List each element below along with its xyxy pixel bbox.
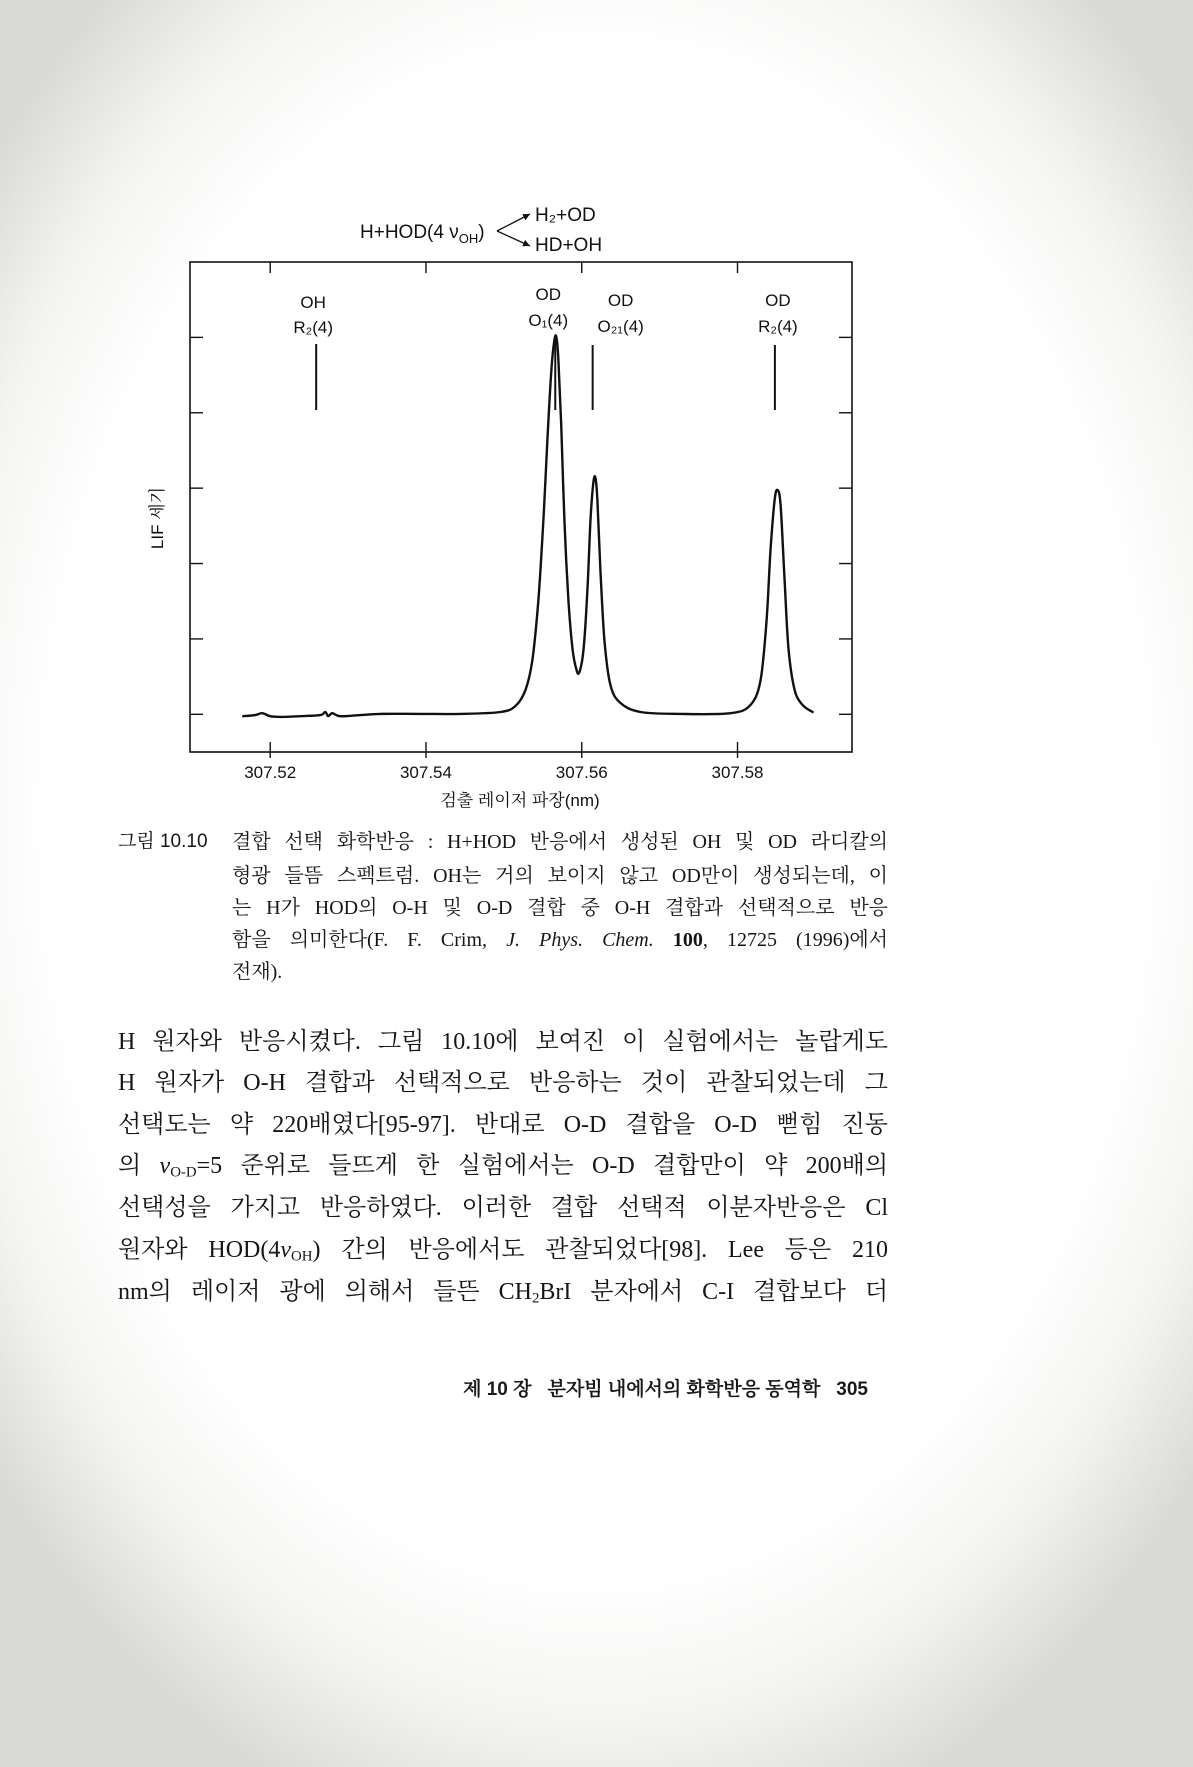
body-line-3: 선택도는 약 220배였다[95-97]. 반대로 O-D 결합을 O-D 뻗힘 진동 bbox=[118, 1112, 888, 1138]
reaction-scheme bbox=[360, 205, 602, 256]
product-2-label: HD+OH bbox=[535, 235, 603, 256]
figure bbox=[0, 0, 1193, 830]
x-tick-label: 307.58 bbox=[711, 763, 764, 782]
y-axis-label: LIF 세기 bbox=[148, 486, 167, 550]
chapter-number: 제 10 장 bbox=[463, 1379, 532, 1400]
chapter-title: 분자빔 내에서의 화학반응 동역학 bbox=[547, 1379, 821, 1400]
caption-line-3: 는 H가 HOD의 O-H 및 O-D 결합 중 O-H 결합과 선택적으로 반응 bbox=[232, 897, 888, 919]
annotation-species-label: OD bbox=[765, 291, 791, 310]
body-line-1: H 원자와 반응시켰다. 그림 10.10에 보여진 이 실험에서는 놀랍게도 bbox=[118, 1029, 888, 1055]
reactant-label bbox=[360, 222, 485, 246]
reactant-close: ) bbox=[478, 222, 485, 243]
annotation-transition-label: R₂(4) bbox=[758, 317, 798, 336]
body-text: =5 준위로 들뜨게 한 실험에서는 O-D 결합만이 약 200배의 bbox=[196, 1153, 889, 1179]
caption-text: , 12725 (1996)에서 bbox=[702, 929, 888, 951]
body-text: BrI 분자에서 C-I 결합보다 더 bbox=[539, 1279, 889, 1305]
page-footer bbox=[463, 1377, 868, 1403]
annotation-transition-label: O₂₁(4) bbox=[597, 317, 644, 336]
journal-name: J. Phys. Chem. bbox=[506, 929, 654, 951]
body-text: 원자와 HOD(4 bbox=[118, 1237, 281, 1263]
caption-text: 함을 의미한다(F. F. Crim, bbox=[232, 929, 507, 951]
vibrational-quantum-number: v bbox=[159, 1153, 171, 1179]
x-tick-label: 307.54 bbox=[399, 763, 452, 782]
annotation-species-label: OD bbox=[535, 285, 562, 304]
body-text: 의 bbox=[118, 1153, 160, 1179]
x-tick-label: 307.56 bbox=[555, 763, 608, 782]
annotation-transition-label: R₂(4) bbox=[293, 318, 333, 337]
arrow-to-product-2 bbox=[497, 231, 530, 246]
subscript: 2 bbox=[531, 1290, 540, 1307]
x-tick-label: 307.52 bbox=[244, 763, 297, 782]
reactant-text: H+HOD(4 ν bbox=[360, 222, 459, 243]
body-line-4 bbox=[118, 1145, 888, 1187]
body-line-2: H 원자가 O-H 결합과 선택적으로 반응하는 것이 관찰되었는데 그 bbox=[118, 1070, 888, 1096]
plot-frame bbox=[190, 262, 852, 752]
product-1-label: H₂+OD bbox=[535, 205, 596, 226]
caption-line-1: 결합 선택 화학반응 : H+HOD 반응에서 생성된 OH 및 OD 라디칼의 bbox=[232, 831, 888, 853]
subscript: O-D bbox=[170, 1164, 197, 1181]
vibrational-quantum-number: v bbox=[280, 1237, 292, 1263]
body-text: nm의 레이저 광에 의해서 들뜬 CH bbox=[118, 1279, 532, 1305]
caption-line-4 bbox=[232, 924, 888, 956]
spectrum-line bbox=[243, 335, 812, 717]
reactant-subscript: OH bbox=[458, 231, 479, 246]
body-line-6 bbox=[118, 1229, 888, 1271]
annotation-transition-label: O₁(4) bbox=[528, 311, 569, 330]
body-line-5: 선택성을 가지고 반응하였다. 이러한 결합 선택적 이분자반응은 Cl bbox=[118, 1195, 888, 1221]
body-line-7 bbox=[118, 1271, 888, 1313]
x-axis-label: 검출 레이저 파장(nm) bbox=[440, 791, 600, 810]
arrow-to-product-1 bbox=[497, 214, 530, 231]
page-number: 305 bbox=[836, 1379, 868, 1400]
body-text: ) 간의 반응에서도 관찰되었다[98]. Lee 등은 210 bbox=[312, 1237, 888, 1263]
annotation-species-label: OD bbox=[607, 291, 634, 310]
caption-line-5: 전재). bbox=[232, 961, 283, 983]
figure-caption-label: 그림 10.10 bbox=[118, 831, 208, 852]
caption-line-2: 형광 들뜸 스펙트럼. OH는 거의 보이지 않고 OD만이 생성되는데, 이 bbox=[232, 865, 888, 887]
subscript: OH bbox=[291, 1248, 313, 1265]
journal-volume: 100 bbox=[672, 929, 703, 951]
annotation-species-label: OH bbox=[300, 293, 326, 312]
